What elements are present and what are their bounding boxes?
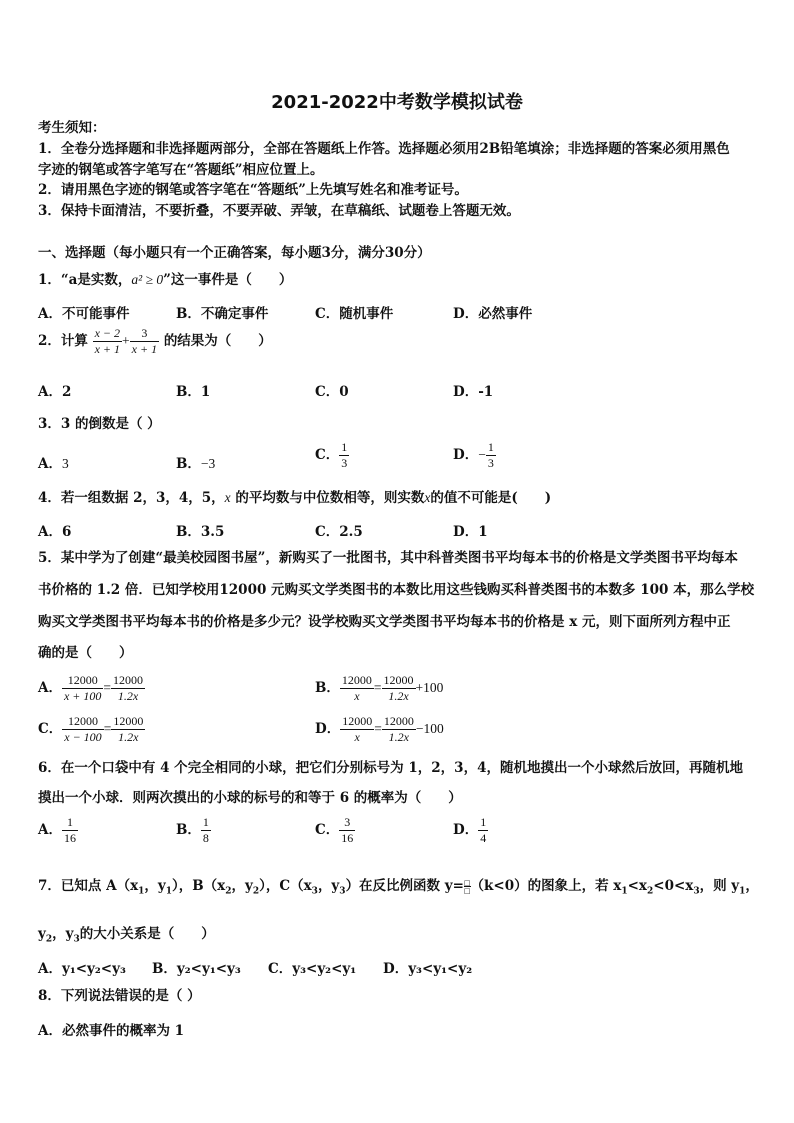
notice-item-1: 1．全卷分选择题和非选择题两部分，全部在答题纸上作答。选择题必须用2B铅笔填涂；非选择题的答案必须用黑色 (38, 141, 730, 157)
question-6-line-1: 6．在一个口袋中有 4 个完全相同的小球，把它们分别标号为 1，2，3，4，随机地摸出一个小球然后放回，再随机地 (38, 760, 743, 776)
q4-option-c[interactable]: C．2.5 (315, 524, 363, 540)
notice-item-2: 2．请用黑色字迹的钢笔或答字笔在“答题纸”上先填写姓名和准考证号。 (38, 182, 468, 198)
q1-stem-a: 1．“a是实数， (38, 272, 132, 288)
q6-option-b[interactable]: B． $\frac{1}{8}$ (176, 815, 209, 845)
exam-title: 2021-2022中考数学模拟试卷 (271, 92, 523, 113)
q1-option-b[interactable]: B．不确定事件 (176, 306, 269, 322)
q7-option-c[interactable]: C．y₃<y₂<y₁ (268, 961, 357, 977)
q7-option-d[interactable]: D．y₃<y₁<y₂ (383, 961, 473, 977)
question-7-line-2: $y_2$，$y_3$的大小关系是（ ） (38, 926, 215, 945)
q2-option-a[interactable]: A．2 (38, 384, 72, 400)
question-2 (38, 326, 272, 357)
q4-option-d[interactable]: D．1 (453, 524, 488, 540)
q5-option-a[interactable]: A． $\frac{12000}{x + 100}$ = $\frac{12000}{1.2x}$ (38, 673, 144, 703)
q4-option-a[interactable]: A．6 (38, 524, 72, 540)
question-8: 8．下列说法错误的是（ ） (38, 988, 201, 1004)
q8-option-a[interactable]: A．必然事件的概率为 1 (38, 1023, 185, 1039)
q1-option-a[interactable]: A．不可能事件 (38, 306, 130, 322)
notice-item-1-cont: 字迹的钢笔或答字笔写在“答题纸”相应位置上。 (38, 162, 324, 178)
q4-option-b[interactable]: B．3.5 (176, 524, 225, 540)
q2-stem-b: 的结果为（ ） (163, 333, 272, 349)
q5-option-c[interactable]: C． $\frac{12000}{x - 100}$ = $\frac{12000}{1.2x}$ (38, 714, 144, 744)
q6-option-d[interactable]: D． $\frac{1}{4}$ (453, 815, 487, 845)
q1-option-c[interactable]: C．随机事件 (315, 306, 394, 322)
question-7-line-1: 7．已知点 $A(x_1$，$y_1$），$B(x_2$，$y_2$），$C(x_3$，$y_3$）在反比例函数 y= □ □ （k<0）的图象上，若 $x_1<x_2<0<x_3$，则 $y_1$， (38, 878, 759, 897)
q1-option-d[interactable]: D．必然事件 (453, 306, 533, 322)
question-5-line-2: 书价格的 1.2 倍．已知学校用12000 元购买文学类图书的本数比用这些钱购买科普类图书的本数多 100 本，那么学校 (38, 582, 755, 598)
q1-math: a² ≥ 0 (131, 272, 164, 287)
question-1 (38, 271, 292, 290)
q3-option-b[interactable]: B．−3 (176, 456, 216, 472)
notice-heading: 考生须知： (38, 120, 106, 136)
q5-option-b[interactable]: B． $\frac{12000}{x}$ = $\frac{12000}{1.2x}$ +100 (315, 673, 444, 703)
question-5-line-3: 购买文学类图书平均每本书的价格是多少元？设学校购买文学类图书平均每本书的价格是 x 元，则下面所列方程中正 (38, 614, 731, 630)
q5-option-d[interactable]: D． $\frac{12000}{x}$ = $\frac{12000}{1.2x}$ −100 (315, 714, 444, 744)
q3-option-d[interactable]: D．− $\frac{1}{3}$ (453, 440, 494, 470)
q7-option-a[interactable]: A．y₁<y₂<y₃ (38, 961, 126, 977)
q2-fraction-1: $\frac{x - 2}{x + 1}$ (94, 326, 121, 356)
section-heading: 一、选择题（每小题只有一个正确答案，每小题3分，满分30分） (38, 245, 431, 261)
q2-option-d[interactable]: D．-1 (453, 384, 494, 400)
question-5-line-1: 5．某中学为了创建“最美校园图书屋”，新购买了一批图书，其中科普类图书平均每本书的价格是文学类图书平均每本 (38, 550, 738, 566)
q3-option-a[interactable]: A．3 (38, 456, 69, 472)
question-5-line-4: 确的是（ ） (38, 645, 133, 661)
q7-option-b[interactable]: B．y₂<y₁<y₃ (152, 961, 241, 977)
q2-stem-a: 2．计算 (38, 333, 88, 349)
q2-option-c[interactable]: C．0 (315, 384, 349, 400)
q3-option-c[interactable]: C． $\frac{1}{3}$ (315, 440, 348, 470)
q2-fraction-2: $\frac{3}{x + 1}$ (131, 326, 158, 356)
q1-stem-b: ”这一事件是（ ） (163, 272, 293, 288)
q2-plus: + (122, 333, 130, 348)
q6-option-c[interactable]: C． $\frac{3}{16}$ (315, 815, 354, 845)
question-4: 4．若一组数据 2，3，4，5，x 的平均数与中位数相等，则实数x的值不可能是( ) (38, 490, 552, 506)
q6-option-a[interactable]: A． $\frac{1}{16}$ (38, 815, 76, 845)
question-3: 3．3 的倒数是（ ） (38, 416, 161, 432)
q7-function-fraction: □ □ (463, 878, 471, 895)
question-6-line-2: 摸出一个小球．则两次摸出的小球的标号的和等于 6 的概率为（ ） (38, 790, 462, 806)
q2-option-b[interactable]: B．1 (176, 384, 211, 400)
notice-item-3: 3．保持卡面清洁，不要折叠，不要弄破、弄皱，在草稿纸、试题卷上答题无效。 (38, 203, 520, 219)
